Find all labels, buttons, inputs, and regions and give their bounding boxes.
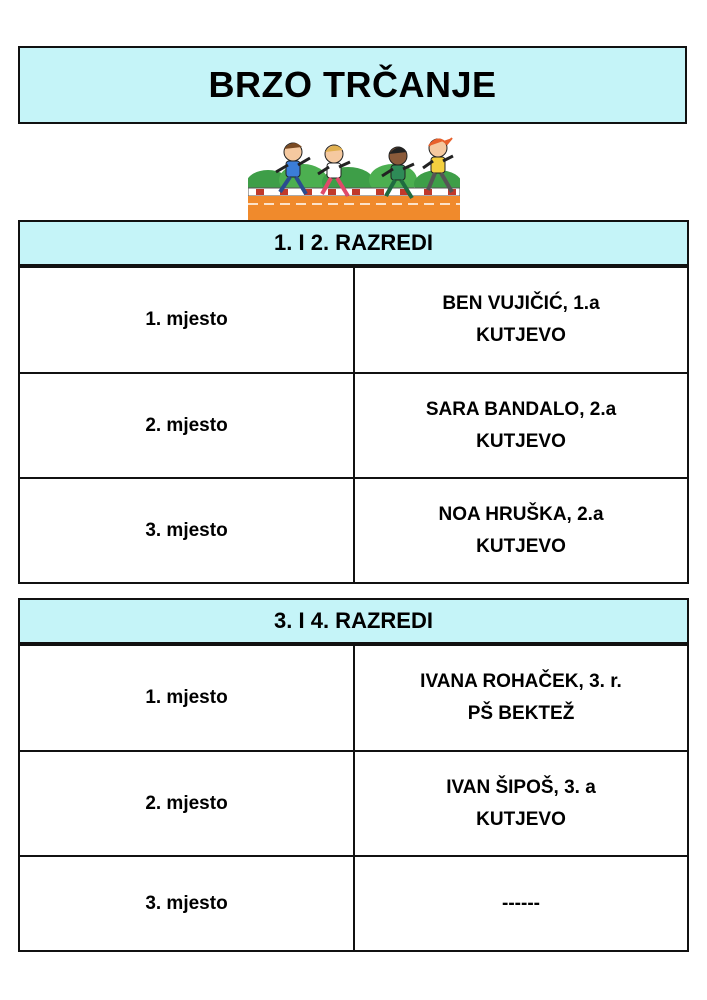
winner-name: IVAN ŠIPOŠ, 3. a <box>446 776 596 798</box>
results-table-grades-1-2 <box>18 266 689 584</box>
winner-name: IVANA ROHAČEK, 3. r. <box>420 671 622 692</box>
table-row <box>19 267 688 373</box>
winner-cell <box>354 645 688 751</box>
running-children-illustration <box>248 132 460 220</box>
table-row <box>19 373 688 478</box>
winner-school: KUTJEVO <box>476 430 566 452</box>
place-cell: 1. mjesto <box>19 645 354 751</box>
winner-name: BEN VUJIČIĆ, 1.a <box>442 293 600 314</box>
place-cell: 3. mjesto <box>19 856 354 951</box>
winner-school: KUTJEVO <box>476 535 566 557</box>
winner-name: SARA BANDALO, 2.a <box>425 398 617 420</box>
page-title-box <box>18 46 687 124</box>
place-cell: 3. mjesto <box>19 478 354 583</box>
section-header-grades-3-4 <box>18 598 689 644</box>
table-row <box>19 856 688 951</box>
winner-cell <box>354 478 688 583</box>
section-title: 3. I 4. RAZREDI <box>274 608 433 633</box>
winner-school: KUTJEVO <box>476 325 566 346</box>
place-cell: 2. mjesto <box>19 751 354 856</box>
winner-cell <box>354 373 688 478</box>
results-table-grades-3-4 <box>18 644 689 952</box>
table-row <box>19 645 688 751</box>
winner-school: PŠ BEKTEŽ <box>467 703 575 724</box>
table-row <box>19 478 688 583</box>
place-cell: 2. mjesto <box>19 373 354 478</box>
page-title: BRZO TRČANJE <box>208 64 497 105</box>
section-title: 1. I 2. RAZREDI <box>274 230 433 255</box>
winner-school: KUTJEVO <box>476 808 566 830</box>
winner-name: NOA HRUŠKA, 2.a <box>438 503 604 525</box>
winner-name: ------ <box>502 892 540 914</box>
section-header-grades-1-2 <box>18 220 689 266</box>
table-row <box>19 751 688 856</box>
winner-cell <box>354 856 688 951</box>
winner-cell <box>354 751 688 856</box>
place-cell: 1. mjesto <box>19 267 354 373</box>
winner-cell <box>354 267 688 373</box>
